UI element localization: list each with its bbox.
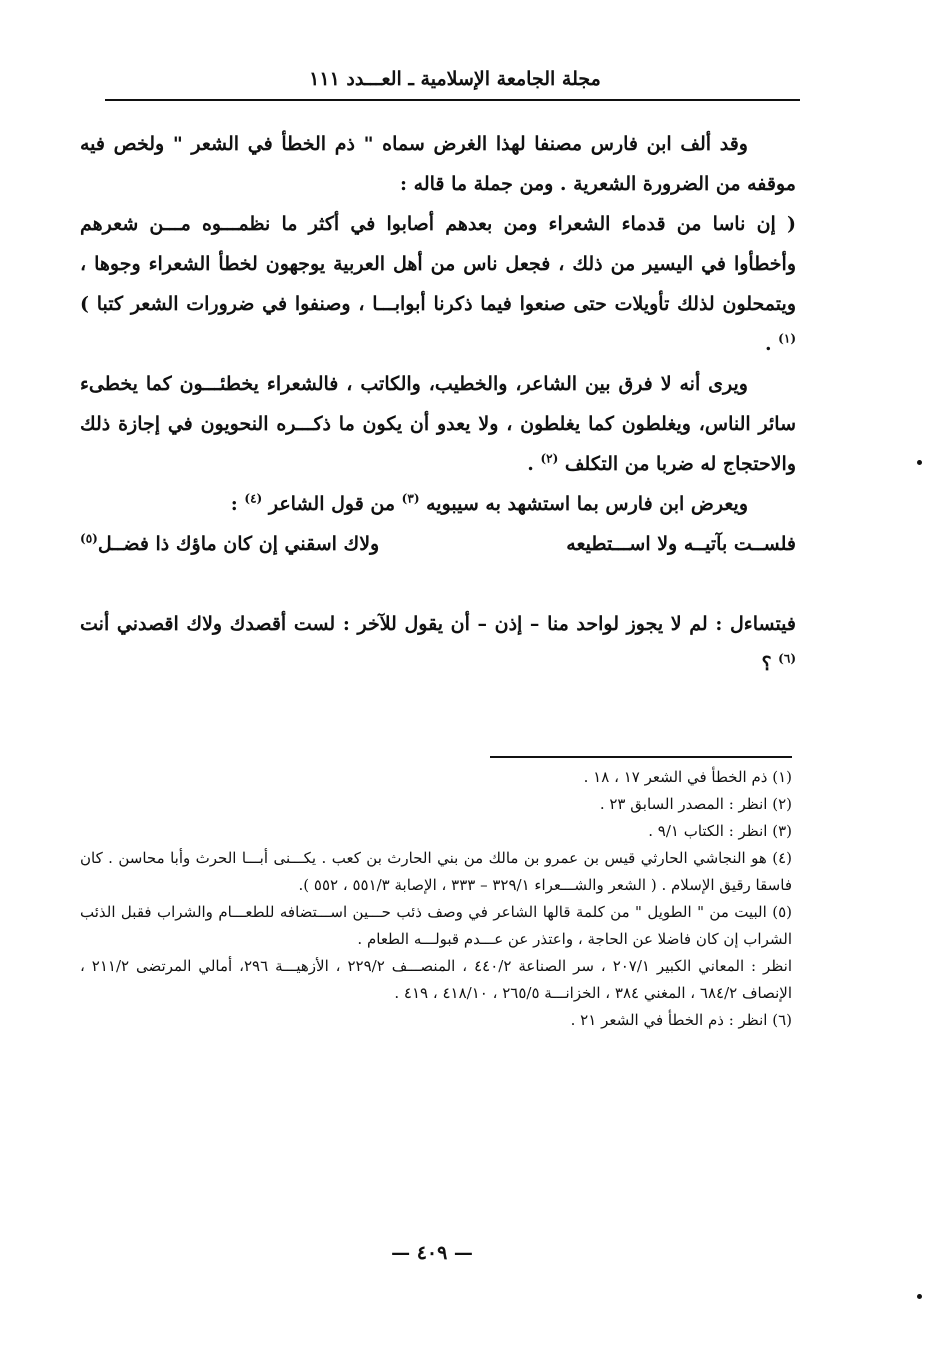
sibawayh-text-a: ويعرض ابن فارس بما استشهد به سيبويه bbox=[426, 493, 748, 515]
verse-second-text: ولاك اسقني إن كان ماؤك ذا فضــل bbox=[97, 533, 380, 555]
footnote-1: (١) ذم الخطأ في الشعر ١٧ ، ١٨ . bbox=[583, 768, 792, 786]
paragraph-question bbox=[80, 604, 796, 684]
journal-header: مجلة الجامعة الإسلامية ـ العـــدد ١١١ bbox=[309, 68, 601, 90]
footnote-5: (٥) البيت من " الطويل " من كلمة قالها الشاعر في وصف ذئب حـــين اســـتضافه للطعـــام والشراب فقبل الذئب الشراب إن كان فاضلا عن الحاجة ، واعتذر عن عـــدم قبولـــه الطعام . bbox=[80, 903, 792, 948]
sibawayh-end: : bbox=[230, 493, 245, 515]
footnote-2: (٢) انظر : المصدر السابق ٢٣ . bbox=[599, 795, 792, 813]
footnote-4: (٤) هو النجاشي الحارثي قيس بن عمرو بن مالك من بني الحارث بن كعب . يكـــنى أبـــا الحرث وأبا محاسن . كان فاسقا رقيق الإسلام . ( الشعر والشـــعراء ٣٢٩/١ – ٣٣٣ ، الإصابة ٥٥١/٣ ، ٥٥٢ ). bbox=[80, 849, 792, 894]
opinion-end: . bbox=[527, 453, 541, 475]
footnotes-section bbox=[80, 764, 792, 1034]
poetry-verse bbox=[80, 524, 796, 564]
footnote-6: (٦) انظر : ذم الخطأ في الشعر ٢١ . bbox=[570, 1011, 792, 1029]
header-divider bbox=[105, 99, 800, 101]
scan-speck bbox=[917, 1294, 922, 1299]
verse-first-hemistich: فلســت بآتيــه ولا اســـتطيعه bbox=[566, 533, 796, 555]
verse-second-hemistich bbox=[80, 524, 379, 564]
footnote-divider bbox=[490, 756, 792, 758]
footnote-ref-2: (٢) bbox=[540, 451, 559, 466]
opinion-text: ويرى أنه لا فرق بين الشاعر، والخطيب، والكاتب ، فالشعراء يخطئـــون كما يخطىء سائر الناس، ويغلطون كما يغلطون ، ولا يعدو أن يكون ما ذكـــره النحويون في إجازة ذلك والاحتجاج له ضربا من التكلف bbox=[80, 373, 796, 475]
footnote-3: (٣) انظر : الكتاب ٩/١ . bbox=[648, 822, 792, 840]
paragraph-opinion bbox=[80, 364, 796, 484]
question-text: فيتساءل : لم لا يجوز لواحد منا – إذن – أن يقول للآخر : لست أقصدك ولاك اقصدني أنت bbox=[80, 613, 796, 635]
scan-speck bbox=[917, 460, 922, 465]
paragraph-quote bbox=[80, 204, 796, 364]
paragraph-sibawayh bbox=[80, 484, 796, 524]
footnote-ref-5: (٥) bbox=[80, 531, 98, 546]
footnote-ref-3: (٣) bbox=[401, 491, 420, 506]
sibawayh-text-b: من قول الشاعر bbox=[268, 493, 402, 515]
verse-spacer bbox=[80, 564, 796, 604]
quote-end: . bbox=[764, 333, 779, 355]
page-number: — ٤٠٩ — bbox=[391, 1242, 473, 1264]
question-end: ؟ bbox=[761, 653, 779, 675]
paragraph-intro: وقد ألف ابن فارس مصنفا لهذا الغرض سماه " ذم الخطأ في الشعر " ولخص فيه موقفه من الضرورة الشعرية . ومن جملة ما قاله : bbox=[80, 133, 796, 195]
main-text bbox=[80, 124, 796, 684]
quote-text: ( إن ناسا من قدماء الشعراء ومن بعدهم أصابوا في أكثر ما نظمـــوه مـــن شعرهم وأخطأوا في اليسير من ذلك ، فجعل ناس من أهل العربية يوجهون لخطأ الشعراء وجوها ، ويتمحلون لذلك تأويلات حتى صنعوا فيما ذكرنا أبوابـــا ، وصنفوا في ضرورات الشعر كتبا ) bbox=[80, 213, 796, 315]
footnote-ref-6: (٦) bbox=[778, 651, 796, 666]
footnote-ref-4: (٤) bbox=[244, 491, 263, 506]
footnote-5-sources: انظر : المعاني الكبير ٢٠٧/١ ، سر الصناعة ٤٤٠/٢ ، المنصـــف ٢٢٩/٢ ، الأزهيـــة ٢٩٦، أمالي المرتضى ٢١١/٢ ، الإنصاف ٦٨٤/٢ ، المغني ٣٨٤ ، الخزانـــة ٢٦٥/٥ ، ٤١٨/١٠ ، ٤١٩ . bbox=[80, 957, 792, 1002]
footnote-ref-1: (١) bbox=[778, 331, 796, 346]
